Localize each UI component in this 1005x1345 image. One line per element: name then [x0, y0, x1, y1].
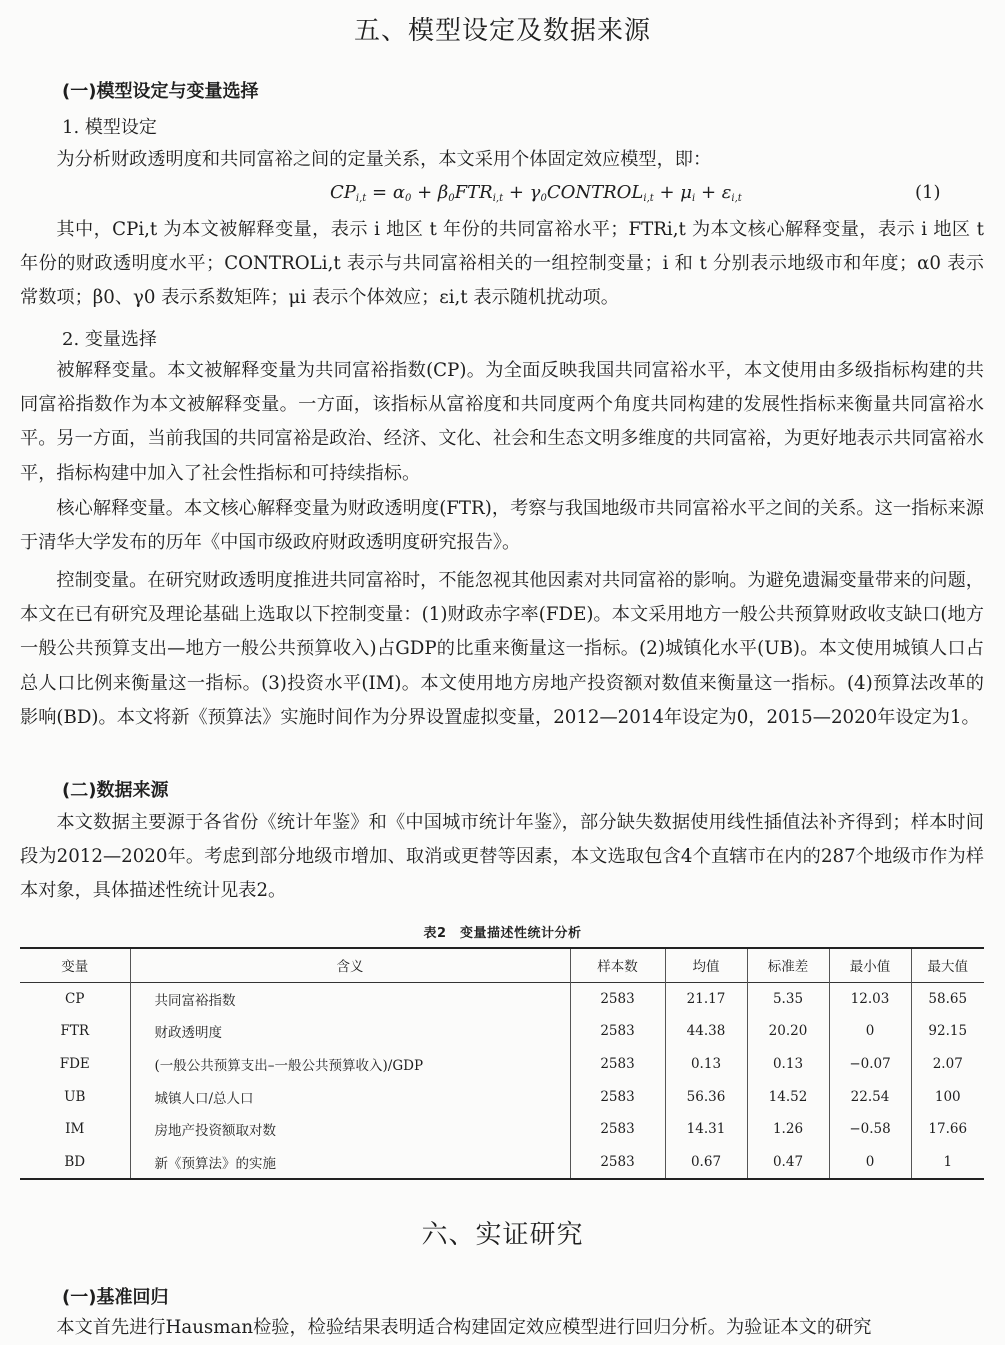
table-cell: BD [20, 1146, 130, 1180]
table-cell: IM [20, 1113, 130, 1146]
table-cell: 2583 [570, 1080, 665, 1113]
subsubsection-model-setting: 1. 模型设定 [62, 117, 157, 138]
paragraph-dependent-variable: 被解释变量。本文被解释变量为共同富裕指数(CP)。为全面反映我国共同富裕水平，本文使用由多级指标构建的共同富裕指数作为本文被解释变量。一方面，该指标从富裕度和共同度两个角度共同构建的发展性指标来衡量共同富裕水平。另一方面，当前我国的共同富裕是政治、经济、文化、社会和生态文明多维度的共同富裕，为更好地表示共同富裕水平，指标构建中加入了社会性指标和可持续指标。 [20, 360, 984, 484]
table-header-row [20, 948, 984, 982]
table-row [20, 1080, 984, 1113]
table-cell: −0.07 [829, 1048, 911, 1081]
table-cell: CP [20, 982, 130, 1015]
table-cell: 100 [911, 1080, 984, 1113]
equation-number: (1) [915, 182, 941, 203]
table-cell: 1 [911, 1146, 984, 1180]
column-header: 标准差 [747, 948, 829, 982]
table-cell: FTR [20, 1015, 130, 1048]
paragraph-model-intro: 为分析财政透明度和共同富裕之间的定量关系，本文采用个体固定效应模型，即： [56, 149, 712, 170]
table-cell: 2583 [570, 1113, 665, 1146]
table-cell: 2583 [570, 1015, 665, 1048]
table-cell: 财政透明度 [130, 1015, 570, 1048]
table-cell: 共同富裕指数 [130, 982, 570, 1015]
section-5-title: 五、模型设定及数据来源 [353, 16, 651, 46]
table-cell: 17.66 [911, 1113, 984, 1146]
table-cell: 0.47 [747, 1146, 829, 1180]
paragraph-baseline-regression: 本文首先进行Hausman检验，检验结果表明适合构建固定效应模型进行回归分析。为验证本文的研究 [56, 1317, 872, 1338]
table-cell: 2.07 [911, 1048, 984, 1081]
column-header: 含义 [130, 948, 570, 982]
table-cell: 56.36 [665, 1080, 747, 1113]
table-row [20, 1113, 984, 1146]
table-cell: 5.35 [747, 982, 829, 1015]
table-cell: UB [20, 1080, 130, 1113]
table-cell: 92.15 [911, 1015, 984, 1048]
table-cell: FDE [20, 1048, 130, 1081]
subsection-model-title: (一)模型设定与变量选择 [62, 81, 259, 102]
table-cell: 14.31 [665, 1113, 747, 1146]
table-cell: 0.13 [747, 1048, 829, 1081]
table-cell: 新《预算法》的实施 [130, 1146, 570, 1180]
paragraph-data-source: 本文数据主要源于各省份《统计年鉴》和《中国城市统计年鉴》，部分缺失数据使用线性插值法补齐得到；样本时间段为2012—2020年。考虑到部分地级市增加、取消或更替等因素，本文选取包含4个直辖市在内的287个地级市作为样本对象，具体描述性统计见表2。 [20, 812, 984, 902]
column-header: 均值 [665, 948, 747, 982]
table-cell: 2583 [570, 982, 665, 1015]
table-cell: 0.13 [665, 1048, 747, 1081]
table-cell: 44.38 [665, 1015, 747, 1048]
subsubsection-variable-selection: 2. 变量选择 [62, 329, 157, 350]
table-cell: 城镇人口/总人口 [130, 1080, 570, 1113]
table-cell: 0 [829, 1146, 911, 1180]
table-row [20, 982, 984, 1015]
paragraph-control-variables: 控制变量。在研究财政透明度推进共同富裕时，不能忽视其他因素对共同富裕的影响。为避免遗漏变量带来的问题，本文在已有研究及理论基础上选取以下控制变量：(1)财政赤字率(FDE)。本文采用地方一般公共预算财政收支缺口(地方一般公共预算支出—地方一般公共预算收入)占GDP的比重来衡量这一指标。(2)城镇化水平(UB)。本文使用城镇人口占总人口比例来衡量这一指标。(3)投资水平(IM)。本文使用地方房地产投资额对数值来衡量这一指标。(4)预算法改革的影响(BD)。本文将新《预算法》实施时间作为分界设置虚拟变量，2012—2014年设定为0，2015—2020年设定为1。 [20, 570, 984, 728]
descriptive-statistics-table [20, 947, 984, 1180]
table-cell: 1.26 [747, 1113, 829, 1146]
table-cell: 20.20 [747, 1015, 829, 1048]
subsection-baseline-title: (一)基准回归 [62, 1287, 169, 1308]
table-cell: 21.17 [665, 982, 747, 1015]
table-cell: 58.65 [911, 982, 984, 1015]
table-row [20, 1048, 984, 1081]
table-cell: 22.54 [829, 1080, 911, 1113]
table-caption: 表2 变量描述性统计分析 [423, 926, 582, 941]
column-header: 最小值 [829, 948, 911, 982]
column-header: 最大值 [911, 948, 984, 982]
table-cell: 2583 [570, 1146, 665, 1180]
table-cell: 0.67 [665, 1146, 747, 1180]
table-cell: 14.52 [747, 1080, 829, 1113]
table-cell: 2583 [570, 1048, 665, 1081]
paragraph-core-variable: 核心解释变量。本文核心解释变量为财政透明度(FTR)，考察与我国地级市共同富裕水平之间的关系。这一指标来源于清华大学发布的历年《中国市级政府财政透明度研究报告》。 [20, 498, 984, 554]
equation-1: $CP_{i,t} = \alpha_0 + \beta_0FTR_{i,t}$ + $\gamma_0CONTROL_{i,t} + \mu_i + \varepsilon_{i,t}$ [330, 182, 742, 204]
table-cell: (一般公共预算支出–一般公共预算收入)/GDP [130, 1048, 570, 1081]
table-cell: 房地产投资额取对数 [130, 1113, 570, 1146]
table-cell: 12.03 [829, 982, 911, 1015]
table-row [20, 1015, 984, 1048]
paragraph-variable-definitions: 其中，CPi,t 为本文被解释变量，表示 i 地区 t 年份的共同富裕水平；FTRi,t 为本文核心解释变量，表示 i 地区 t 年份的财政透明度水平；CONTROLi,t 表示与共同富裕相关的一组控制变量；i 和 t 分别表示地级市和年度；α0 表示常数项；β0、γ0 表示系数矩阵；μi 表示个体效应；εi,t 表示随机扰动项。 [20, 219, 984, 309]
table-row [20, 1146, 984, 1180]
section-6-title: 六、实证研究 [421, 1220, 584, 1250]
subsection-data-source-title: (二)数据来源 [62, 780, 169, 801]
table-cell: −0.58 [829, 1113, 911, 1146]
table-cell: 0 [829, 1015, 911, 1048]
column-header: 变量 [20, 948, 130, 982]
column-header: 样本数 [570, 948, 665, 982]
